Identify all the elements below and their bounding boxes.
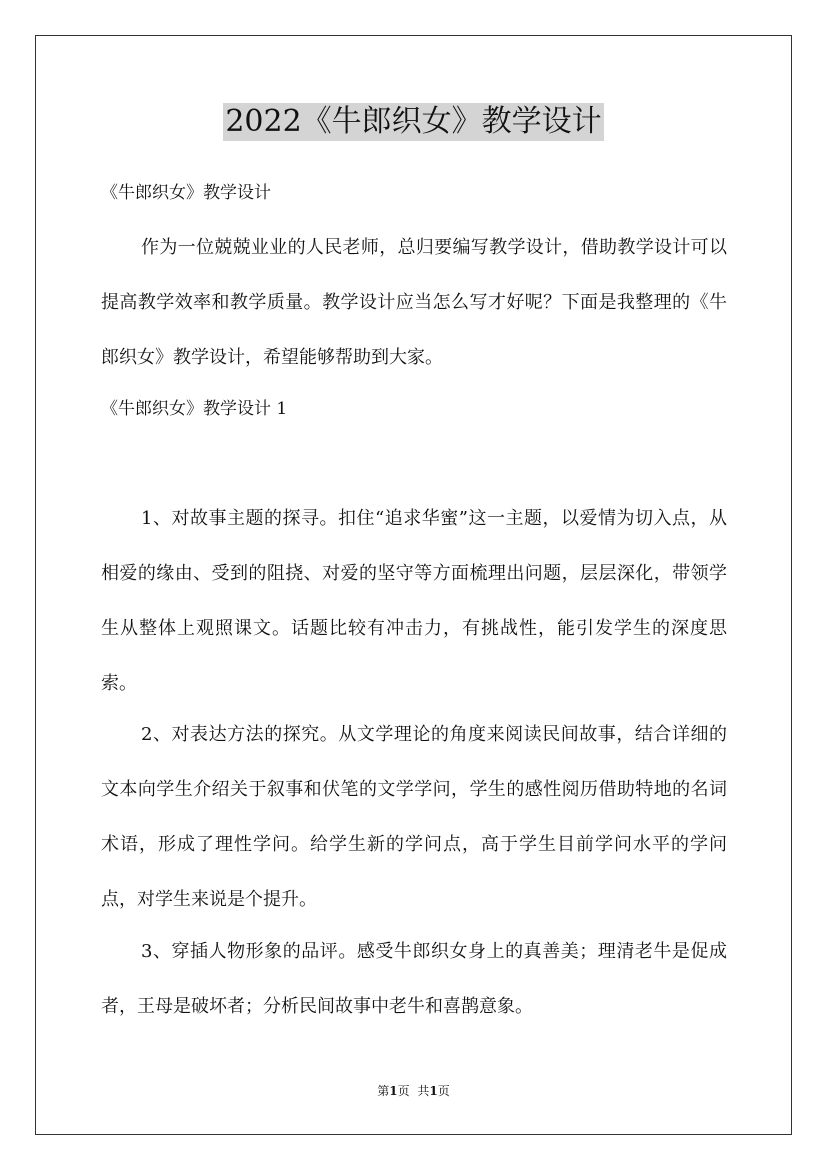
section-heading: 《牛郎织女》教学设计 xyxy=(101,183,271,203)
document-title: 2022《牛郎织女》教学设计 xyxy=(225,104,602,139)
body-paragraph-1: 1、对故事主题的探寻。扣住“追求华蜜”这一主题，以爱情为切入点，从相爱的缘由、受到的阻挠、对爱的坚守等方面梳理出问题，层层深化，带领学生从整体上观照课文。话题比较有冲击力，有挑战性，能引发学生的深度思索。 xyxy=(101,508,727,694)
page-footer xyxy=(0,1083,827,1099)
footer-page-suffix: 页 xyxy=(397,1084,410,1098)
footer-page-number: 1 xyxy=(389,1084,398,1098)
intro-paragraph: 作为一位兢兢业业的人民老师，总归要编写教学设计，借助教学设计可以提高教学效率和教学质量。教学设计应当怎么写才好呢？下面是我整理的《牛郎织女》教学设计，希望能够帮助到大家。 xyxy=(101,237,727,368)
body-paragraph-2: 2、对表达方法的探究。从文学理论的角度来阅读民间故事，结合详细的文本向学生介绍关于叙事和伏笔的文学学问，学生的感性阅历借助特地的名词术语，形成了理性学问。给学生新的学问点，高于学生目前学问水平的学问点，对学生来说是个提升。 xyxy=(101,724,727,910)
body-paragraph-3: 3、穿插人物形象的品评。感受牛郎织女身上的真善美；理清老牛是促成者，王母是破坏者；分析民间故事中老牛和喜鹊意象。 xyxy=(101,941,727,1017)
footer-total-suffix: 页 xyxy=(437,1084,450,1098)
footer-prefix: 第 xyxy=(377,1084,390,1098)
footer-total-pages: 1 xyxy=(429,1084,438,1098)
title-container xyxy=(0,103,827,141)
footer-total-prefix: 共 xyxy=(417,1084,430,1098)
subsection-heading: 《牛郎织女》教学设计 1 xyxy=(101,399,288,419)
